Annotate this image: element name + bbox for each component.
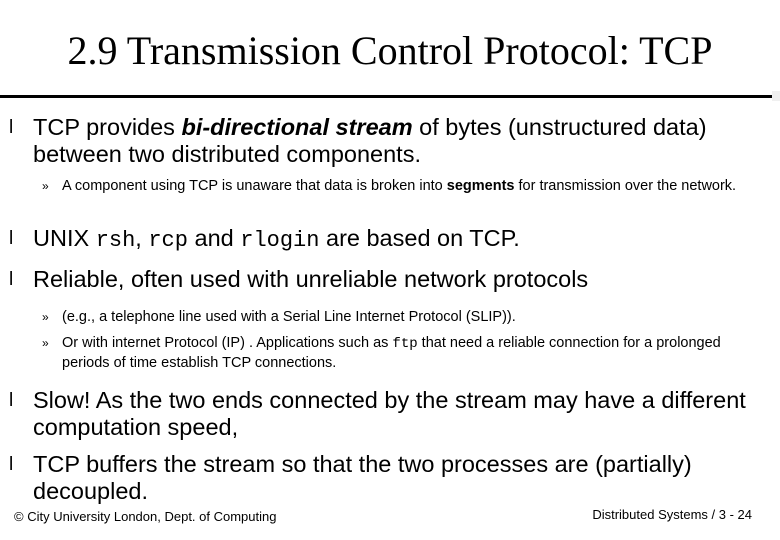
- bullet-marker: l: [9, 117, 14, 138]
- bullet-3-sub-2: [62, 334, 772, 373]
- sub-bullet-marker: »: [42, 336, 49, 350]
- bullet-4: Slow! As the two ends connected by the stream may have a different computation speed,: [33, 387, 746, 440]
- bullet-2-post: are based on TCP.: [319, 225, 520, 251]
- bullet-1-sub-1: [62, 177, 772, 196]
- bullet-5: TCP buffers the stream so that the two processes are (partially) decoupled.: [33, 451, 692, 504]
- bullet-1-emphasis: bi-directional stream: [181, 114, 413, 140]
- bullet-3: Reliable, often used with unreliable network protocols: [33, 266, 589, 292]
- bullet-1-sub-1-post: for transmission over the network.: [514, 178, 737, 194]
- title-divider: [0, 95, 772, 98]
- slide-title: 2.9 Transmission Control Protocol: TCP: [67, 28, 713, 73]
- bullet-marker: l: [9, 454, 14, 475]
- title-divider-end: [772, 91, 780, 101]
- bullet-3-sub-2-pre: Or with internet Protocol (IP) . Applications such as: [62, 335, 393, 351]
- code-rlogin: rlogin: [240, 228, 320, 253]
- code-ftp: ftp: [392, 336, 418, 352]
- bullet-marker: l: [9, 228, 14, 249]
- bullet-marker: l: [9, 390, 14, 411]
- bullet-2-pre: UNIX: [33, 225, 96, 251]
- bullet-1-sub-1-pre: A component using TCP is unaware that data is broken into: [62, 178, 447, 194]
- bullet-marker: l: [9, 269, 14, 290]
- footer-copyright: © City University London, Dept. of Computing: [14, 509, 277, 524]
- bullet-2-sep-1: ,: [135, 225, 149, 251]
- sub-bullet-marker: »: [42, 179, 49, 193]
- bullet-1-pre: TCP provides: [33, 114, 182, 140]
- bullet-3-sub-1: (e.g., a telephone line used with a Serial Line Internet Protocol (SLIP)).: [62, 309, 516, 325]
- bullet-1-sub-1-bold: segments: [446, 178, 515, 194]
- code-rcp: rcp: [148, 228, 188, 253]
- bullet-2-sep-2: and: [187, 225, 241, 251]
- footer-page-number: Distributed Systems / 3 - 24: [592, 507, 752, 522]
- bullet-1: [33, 114, 773, 168]
- sub-bullet-marker: »: [42, 310, 49, 324]
- bullet-1-post: of bytes (unstructured data) between two distributed components.: [33, 114, 707, 167]
- code-rsh: rsh: [95, 228, 136, 253]
- bullet-3-sub-2-post: that need a reliable connection for a prolonged periods of time establish TCP connections.: [62, 335, 721, 371]
- bullet-2: [33, 225, 773, 254]
